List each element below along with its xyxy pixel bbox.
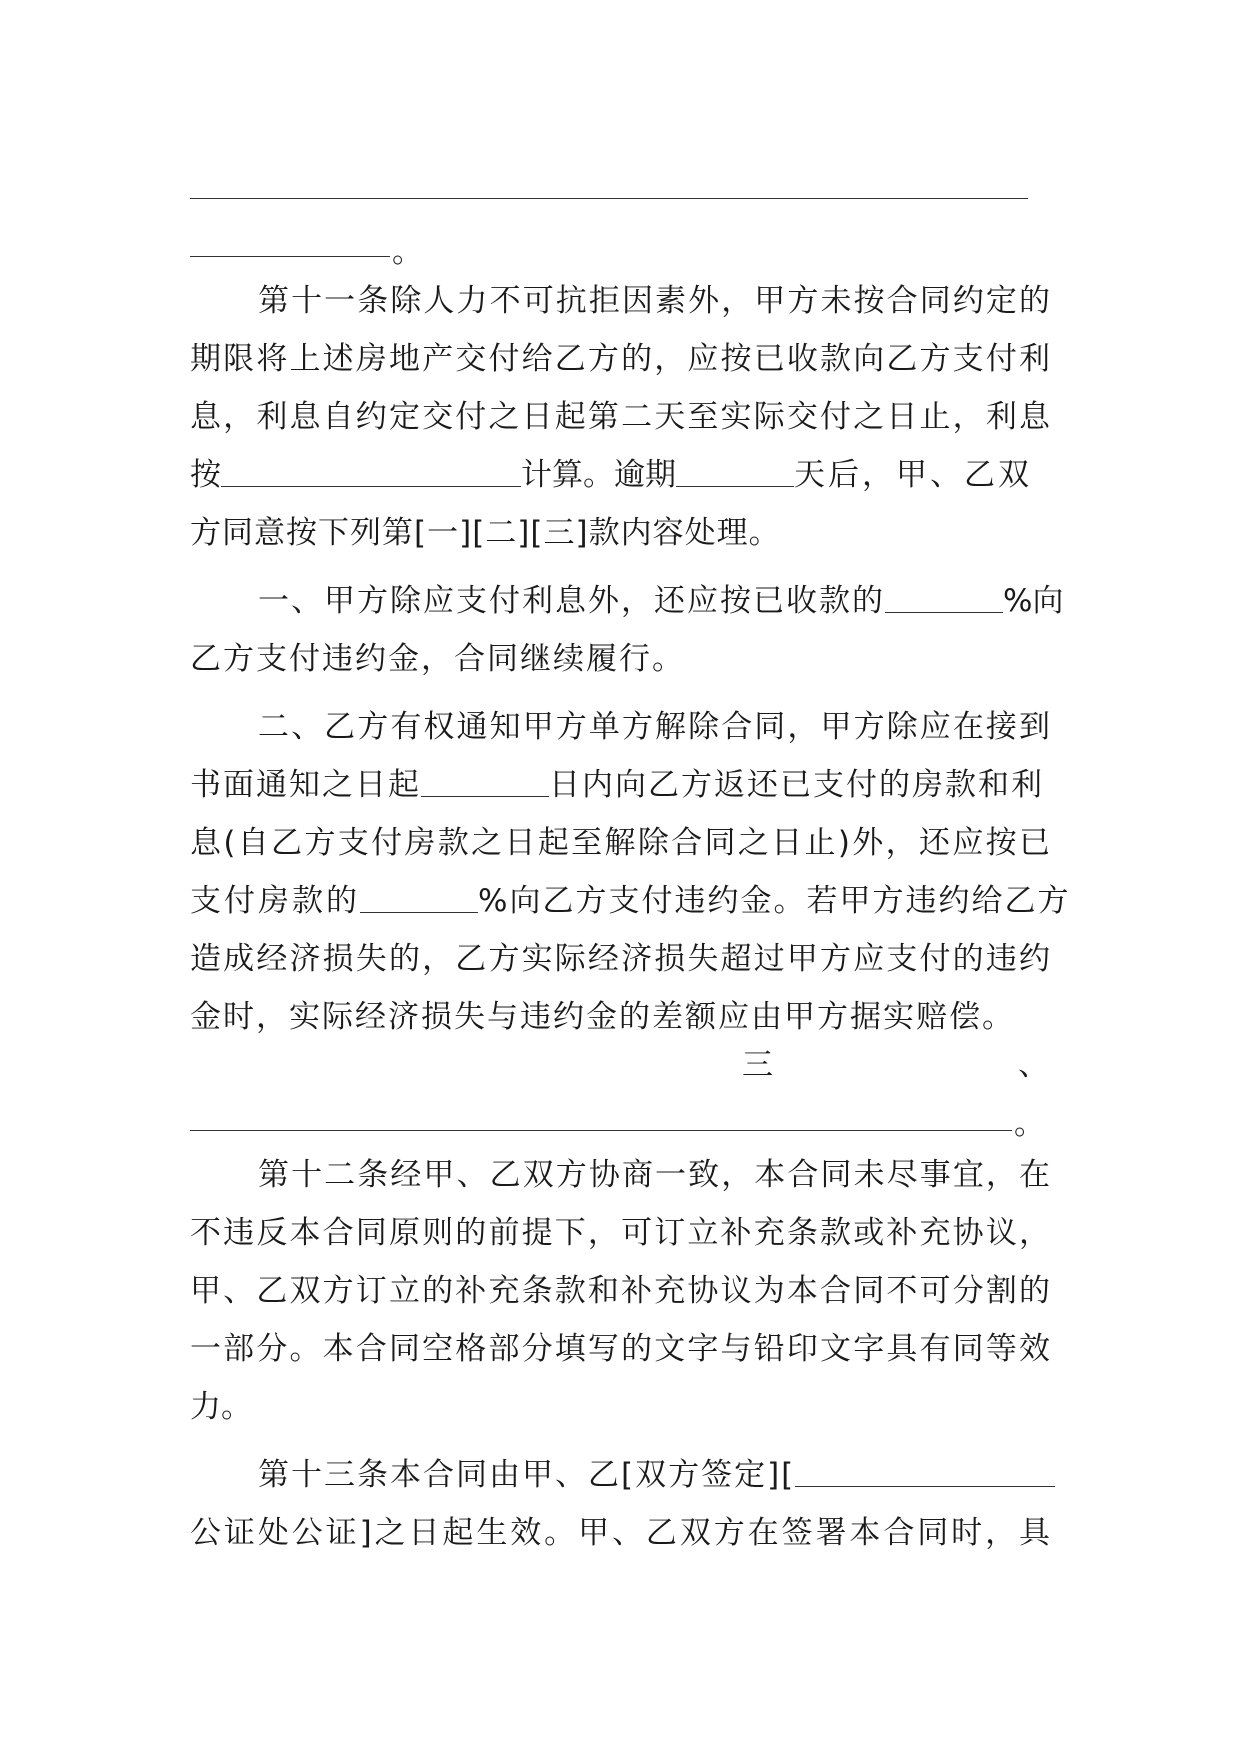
article-11-line-2: 期限将上述房地产交付给乙方的，应按已收款向乙方支付利 xyxy=(190,341,1050,377)
item-2-line-2 xyxy=(190,756,1050,814)
fill-in-blank-line xyxy=(190,1130,1012,1131)
article-11-line-3: 息，利息自约定交付之日起第二天至实际交付之日止，利息 xyxy=(190,399,1050,435)
article-11-text: 计算。逾期 xyxy=(521,457,676,493)
article-11-line-4 xyxy=(190,446,1050,504)
item-2-line-4 xyxy=(190,872,1071,930)
fill-in-blank-line xyxy=(190,198,1028,199)
item-2-line-3: 息(自乙方支付房款之日起至解除合同之日止)外，还应按已 xyxy=(190,825,1050,861)
article-11-line-5: 方同意按下列第[一][二][三]款内容处理。 xyxy=(190,515,781,551)
penalty-percent-blank xyxy=(885,582,1003,613)
item-1-line-1 xyxy=(258,572,1064,630)
article-12-line-1: 第十二条经甲、乙双方协商一致，本合同未尽事宜，在 xyxy=(258,1157,1050,1193)
article-11-line-1: 第十一条除人力不可抗拒因素外，甲方未按合同约定的 xyxy=(258,283,1050,319)
period-mark: 。 xyxy=(1014,1106,1045,1142)
item-1-line-2: 乙方支付违约金，合同继续履行。 xyxy=(190,641,685,677)
article-12-line-2: 不违反本合同原则的前提下，可订立补充条款或补充协议， xyxy=(190,1215,1050,1251)
interest-method-blank xyxy=(221,456,521,487)
item-2-line-6: 金时，实际经济损失与违约金的差额应由甲方据实赔偿。 xyxy=(190,999,1015,1035)
period-mark: 。 xyxy=(392,234,423,270)
item-2-text: 支付房款的 xyxy=(190,883,360,919)
item-3-comma: 、 xyxy=(1018,1047,1049,1083)
article-13-line-1 xyxy=(258,1446,1050,1504)
fill-in-blank-line xyxy=(190,256,390,257)
item-2-text: 书面通知之日起 xyxy=(190,767,421,803)
overdue-days-blank xyxy=(676,456,794,487)
article-11-text: 天后，甲、乙双 xyxy=(794,457,1032,493)
item-3-label: 三 xyxy=(742,1047,773,1083)
item-2-line-5: 造成经济损失的，乙方实际经济损失超过甲方应支付的违约 xyxy=(190,941,1050,977)
item-1-text: 一、甲方除应支付利息外，还应按已收款的 xyxy=(258,583,885,619)
article-12-line-4: 一部分。本合同空格部分填写的文字与铅印文字具有同等效 xyxy=(190,1331,1050,1367)
article-12-line-5: 力。 xyxy=(190,1389,252,1425)
refund-days-blank xyxy=(421,766,549,797)
paid-percent-blank xyxy=(360,882,478,913)
item-2-text: %向乙方支付违约金。若甲方违约给乙方 xyxy=(478,883,1071,919)
notary-office-blank xyxy=(795,1456,1055,1487)
article-11-text: 按 xyxy=(190,457,221,493)
article-12-line-3: 甲、乙双方订立的补充条款和补充协议为本合同不可分割的 xyxy=(190,1273,1050,1309)
article-13-text: 第十三条本合同由甲、乙[双方签定][ xyxy=(258,1457,796,1493)
item-1-text: %向 xyxy=(1003,583,1064,619)
item-2-line-1: 二、乙方有权通知甲方单方解除合同，甲方除应在接到 xyxy=(258,709,1050,745)
article-13-line-2: 公证处公证]之日起生效。甲、乙双方在签署本合同时，具 xyxy=(190,1515,1050,1551)
item-2-text: 日内向乙方返还已支付的房款和利 xyxy=(549,767,1044,803)
